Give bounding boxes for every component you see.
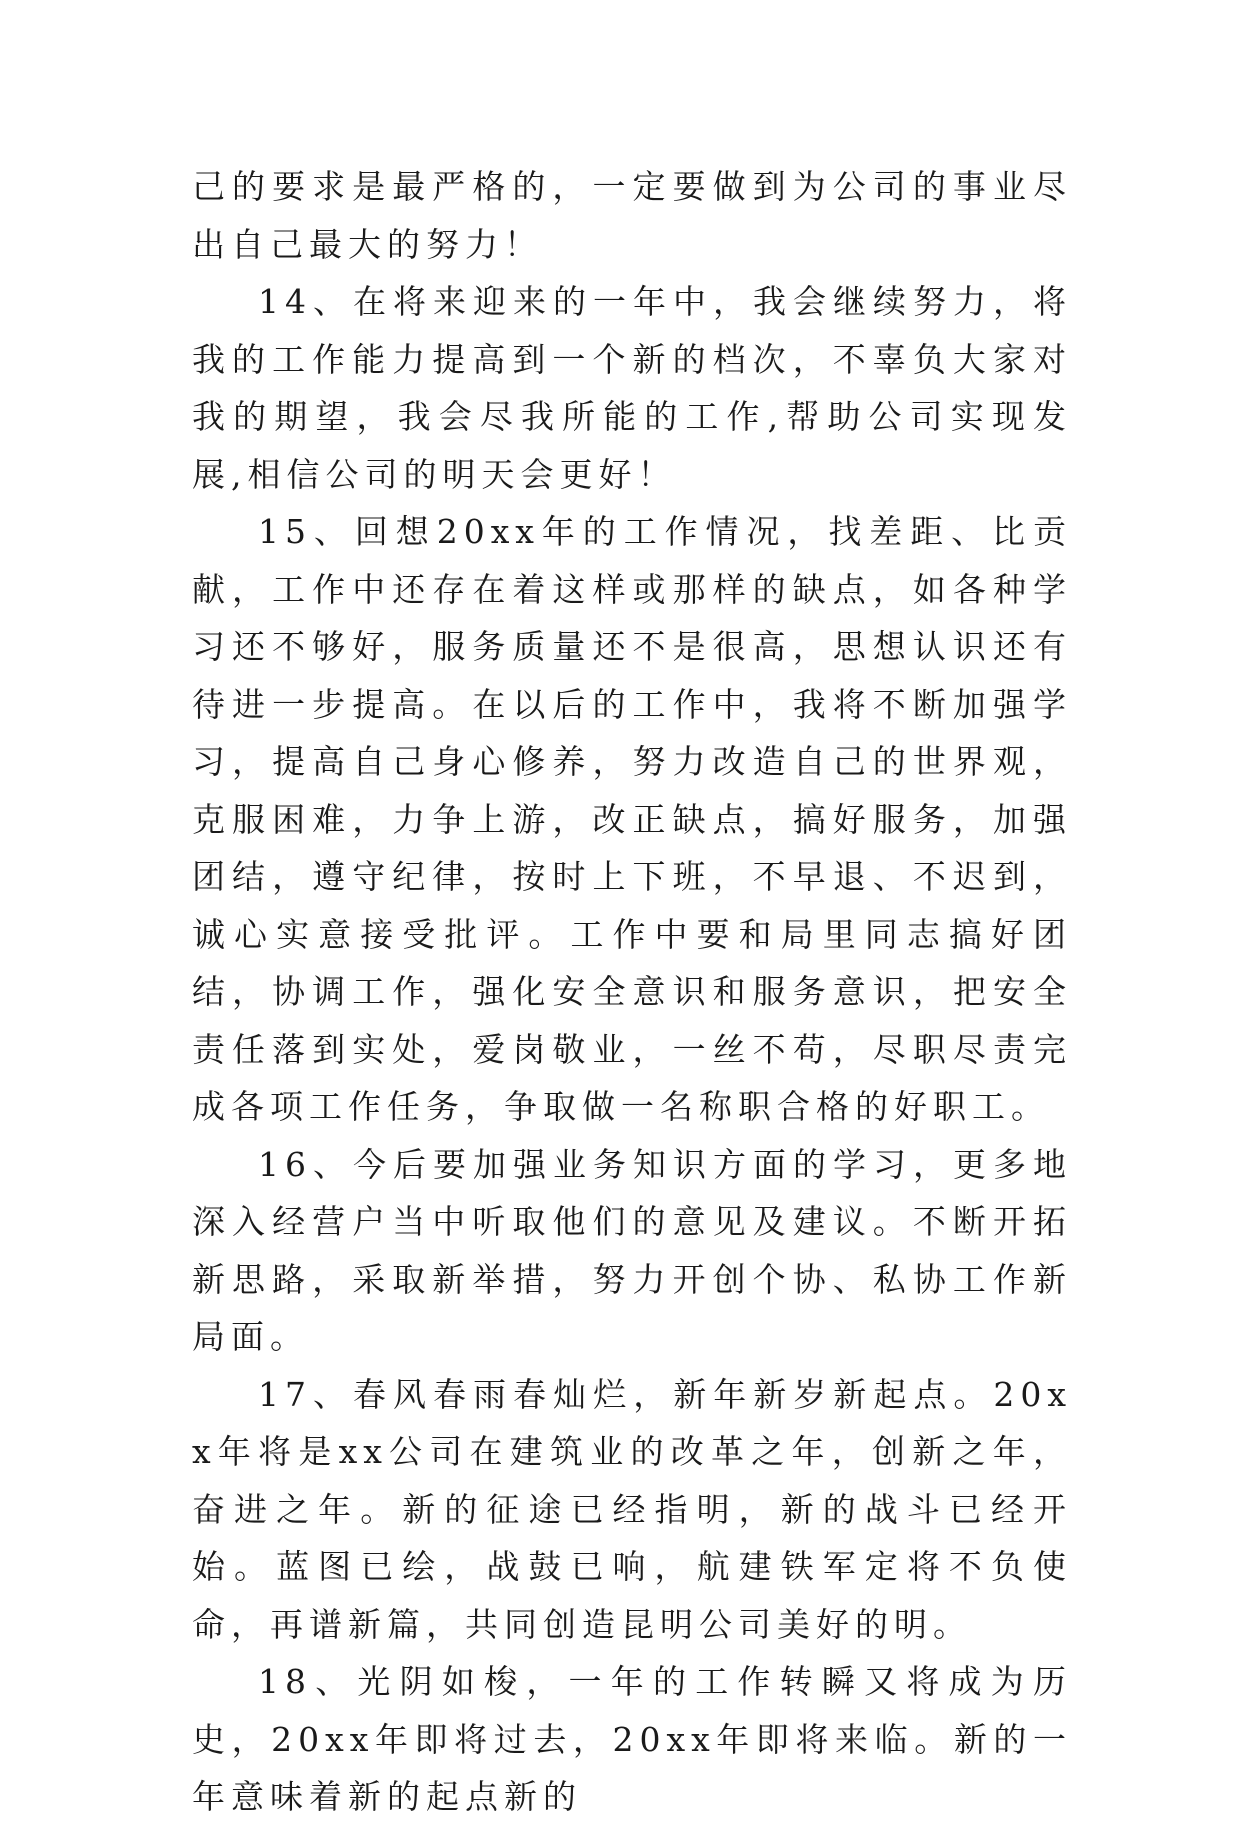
paragraph-item-17: 17、春风春雨春灿烂，新年新岁新起点。20xx年将是xx公司在建筑业的改革之年，创新之年，奋进之年。新的征途已经指明，新的战斗已经开始。蓝图已绘，战鼓已响，航建铁军定将不负使命，再谱新篇，共同创造昆明公司美好的明。	[192, 1374, 1072, 1644]
paragraph-continuation: 己的要求是最严格的，一定要做到为公司的事业尽出自己最大的努力！	[192, 167, 1072, 264]
paragraph-item-15: 15、回想20xx年的工作情况，找差距、比贡献，工作中还存在着这样或那样的缺点，如各种学习还不够好，服务质量还不是很高，思想认识还有待进一步提高。在以后的工作中，我将不断加强学习，提高自己身心修养，努力改造自己的世界观，克服困难，力争上游，改正缺点，搞好服务，加强团结，遵守纪律，按时上下班，不早退、不迟到，诚心实意接受批评。工作中要和局里同志搞好团结，协调工作，强化安全意识和服务意识，把安全责任落到实处，爱岗敬业，一丝不苟，尽职尽责完成各项工作任务，争取做一名称职合格的好职工。	[192, 512, 1072, 1126]
document-body	[192, 158, 1072, 1826]
paragraph-item-16: 16、今后要加强业务知识方面的学习，更多地深入经营户当中听取他们的意见及建议。不断开拓新思路，采取新举措，努力开创个协、私协工作新局面。	[192, 1144, 1072, 1356]
paragraph-item-18: 18、光阴如梭，一年的工作转瞬又将成为历史，20xx年即将过去，20xx年即将来临。新的一年意味着新的起点新的	[192, 1662, 1072, 1816]
paragraph-item-14: 14、在将来迎来的一年中，我会继续努力，将我的工作能力提高到一个新的档次，不辜负大家对我的期望，我会尽我所能的工作,帮助公司实现发展,相信公司的明天会更好！	[192, 282, 1072, 494]
